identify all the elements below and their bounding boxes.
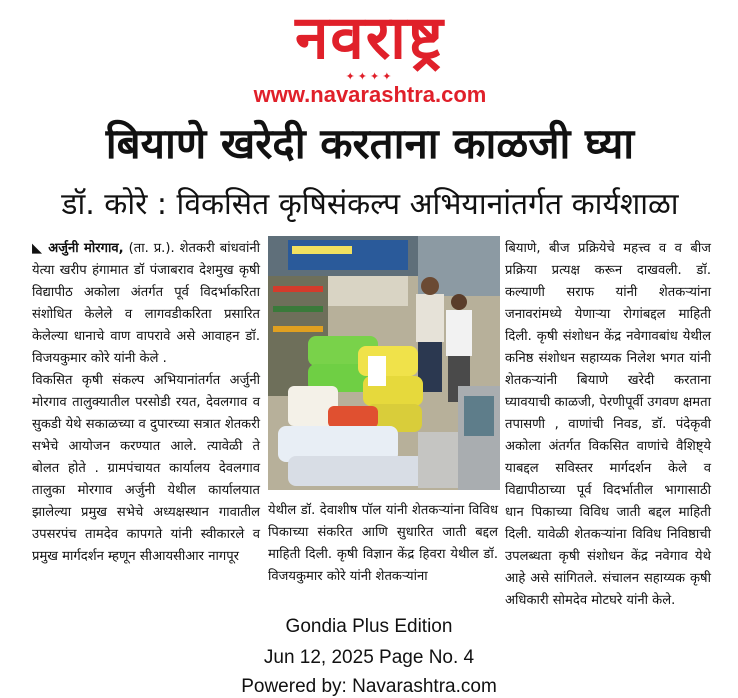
paragraph-1-text: (ता. प्र.). शेतकरी बांधवांनी येत्या खरीप हंगामात डॉ पंजाबराव देशमुख कृषी विद्यापीठ अकोला अंतर्गत पूर्व विदर्भाकरिता संशोधित केलेले व लागवडीकरिता प्रसारित केलेल्या धानाचे वाण वापरावे असे आवाहन डॉ. विजयकुमार कोरे यांनी केले . [32,241,261,366]
article-column-3 [505,238,711,612]
masthead [0,0,738,108]
article-column-2 [268,500,498,588]
newspaper-logo: नवराष्ट्र [295,3,445,73]
logo-ornament: ✦✦✦✦ [345,70,395,83]
date-page-label: Jun 12, 2025 Page No. 4 [263,647,475,668]
column-2-text: येथील डॉ. देवाशीष पॉल यांनी शेतकऱ्यांना विविध पिकाच्या संकरित आणि सुधारित जाती बद्दल माहिती दिली. कृषी विज्ञान केंद्र हिवरा येथील डॉ. विजयकुमार कोरे यांनी शेतकऱ्यांना [268,503,498,584]
column-3-text: बियाणे, बीज प्रक्रियेचे महत्त्व व व बीज प्रक्रिया प्रत्यक्ष करून दाखवली. डॉ. कल्याणी सराफ यांनी शेतकऱ्यांना जनावरांमध्ये येणाऱ्या रोगांबद्दल माहिती दिली. कृषी संशोधन केंद्र नवेगावबांध येथील कनिष्ठ संशोधन सहाय्यक निलेश भगत यांनी शेतकऱ्यांनी बियाणे खरेदी करताना घ्यावयाची काळजी, पेरणीपूर्वी उगवण क्षमता तपासणी , वाणांची निवड, डॉ. पंदेकृवी अकोला अंतर्गत विकसित वाणांचे वैशिष्ट्ये याबद्दल सविस्तर मार्गदर्शन केले व विद्यापीठाच्या पूर्व विदर्भातील भागासाठी धान पिकाच्या विविध जाती बद्दल माहिती दिली. यावेळी शेतकऱ्यांना विविध निविष्ठाची उपलब्धता कृषी संशोधन केंद्र नवेगाव येथे आहे असे सांगितले. संचालन सहाय्यक कृषी अधिकारी सोमदेव मोटघरे यांनी केले. [505,241,711,608]
article-photo [268,236,500,490]
paragraph-1 [32,238,260,370]
powered-by-label: Powered by: Navarashtra.com [241,676,497,697]
edition-label: Gondia Plus Edition [285,616,453,637]
article-headline: बियाणे खरेदी करताना काळजी घ्या [105,119,635,168]
dateline-marker: ◣ [32,241,49,256]
website-url: www.navarashtra.com [253,82,487,107]
article-column-1 [32,238,260,568]
article-subheadline: डॉ. कोरे : विकसित कृषिसंकल्प अभियानांतर्गत कार्यशाळा [61,187,679,222]
dateline: अर्जुनी मोरगाव, [48,241,124,256]
paragraph-2: विकसित कृषी संकल्प अभियानांतर्गत अर्जुनी मोरगाव तालुक्यातील परसोडी रयत, देवलगाव व सुकडी येथे सकाळच्या व दुपारच्या सत्रात शेतकरी सभेचे आयोजन करण्यात आले. त्यावेळी ते बोलत होते . ग्रामपंचायत कार्यालय देवलगाव तालुका मोरगाव अर्जुनी येथील कार्यालयात झालेल्या प्रमुख सभेचे अध्यक्षस्थान गावातील उपसरपंच तामदेव कापगते यांनी स्वीकारले व प्रमुख मार्गदर्शन म्हणून सीआयसीआर नागपूर [32,373,260,564]
